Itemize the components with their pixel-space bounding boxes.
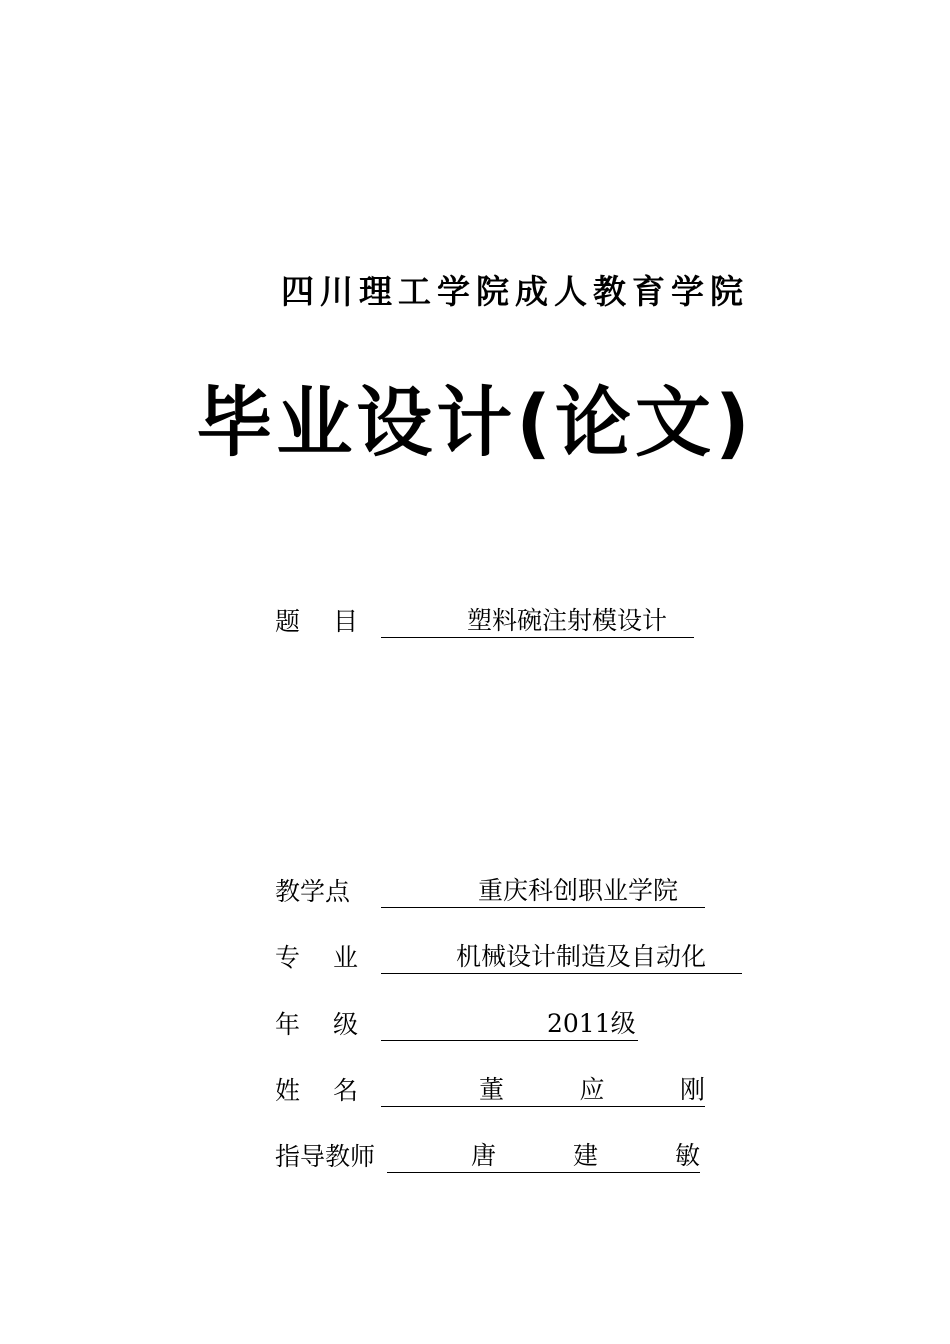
teaching-site-row	[275, 868, 705, 908]
teaching-site-label: 教学点	[275, 877, 351, 906]
advisor-char-1: 唐	[471, 1141, 497, 1170]
advisor-row	[275, 1133, 700, 1173]
teaching-site-value-line	[381, 874, 705, 908]
name-label: 姓 名	[275, 1076, 358, 1105]
name-value-line	[381, 1073, 705, 1107]
topic-row	[275, 598, 694, 638]
grade-label: 年 级	[275, 1010, 358, 1039]
teaching-site-value: 重庆科创职业学院	[478, 876, 679, 905]
topic-value: 塑料碗注射模设计	[467, 606, 668, 635]
name-row	[275, 1067, 705, 1107]
topic-value-line	[381, 604, 694, 638]
major-value-line	[381, 940, 742, 974]
major-label: 专 业	[275, 943, 358, 972]
topic-label: 题 目	[275, 607, 358, 636]
name-char-2: 应	[579, 1075, 605, 1104]
name-char-1: 董	[479, 1075, 505, 1104]
advisor-value-line	[387, 1139, 700, 1173]
grade-value: 2011级	[547, 1009, 636, 1038]
institution-name: 四川理工学院成人教育学院	[281, 272, 749, 311]
document-title: 毕业设计(论文)	[196, 378, 754, 467]
grade-row	[275, 1001, 638, 1041]
major-value: 机械设计制造及自动化	[456, 942, 707, 971]
grade-value-line	[381, 1007, 638, 1041]
major-row	[275, 934, 742, 974]
name-char-3: 刚	[679, 1075, 705, 1104]
advisor-label: 指导教师	[275, 1142, 376, 1171]
advisor-char-3: 敏	[674, 1141, 700, 1170]
advisor-char-2: 建	[572, 1141, 598, 1170]
